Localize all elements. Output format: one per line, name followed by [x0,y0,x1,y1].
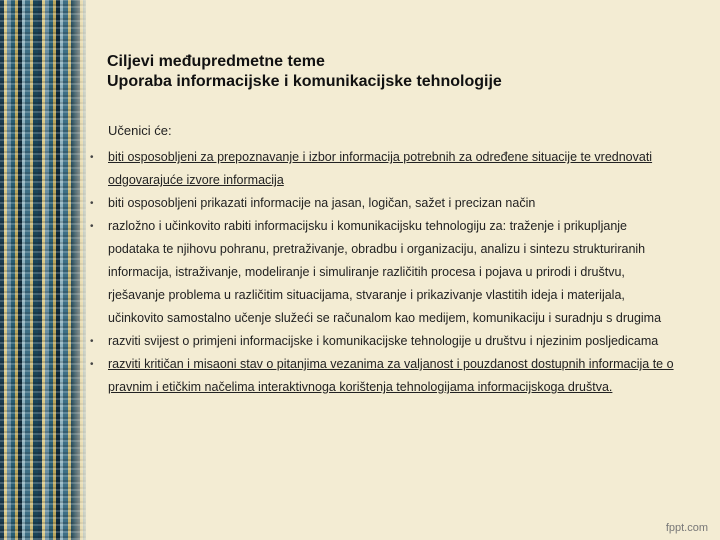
bullet-item [90,215,680,330]
title-line-1: Ciljevi međupredmetne teme [107,53,325,70]
bullet-item [90,330,680,353]
bullet-dot-icon: • [90,359,94,370]
intro-text: Učenici će: [108,123,172,138]
bullet-item [90,146,680,192]
bullet-text: razviti svijest o primjeni informacijske i komunikacijske tehnologije u društvu i njezinim posljedicama [108,334,659,348]
bullet-dot-icon: • [90,336,94,347]
bullet-list [90,146,680,399]
stripe-fade [70,0,90,540]
bullet-text: biti osposobljeni prikazati informacije na jasan, logičan, sažet i precizan način [108,196,536,210]
bullet-item [90,192,680,215]
bullet-text: biti osposobljeni za prepoznavanje i izbor informacija potrebnih za određene situacije te vrednovati odgovarajuće izvore informacija [108,150,653,187]
bullet-dot-icon: • [90,152,94,163]
footer-brand: fppt.com [665,522,708,534]
title-line-2: Uporaba informacijske i komunikacijske tehnologije [107,73,502,90]
bullet-dot-icon: • [90,221,94,232]
bullet-item [90,353,680,399]
slide-title [107,52,502,92]
bullet-text: razložno i učinkovito rabiti informacijsku i komunikacijsku tehnologiju za: traženje i prikupljanje podataka te njihovu pohranu, pretraživanje, obradbu i organizaciju, analizu i sintezu strukturiranih informacija, istraživanje, modeliranje i simuliranje različitih procesa i pojava u prirodi i društvu, rješavanje problema u različitim situacijama, stvaranje i prikazivanje vlastitih ideja i materijala, učinkovito samostalno učenje služeći se računalom kao medijem, komunikaciju i suradnju s drugima [108,219,662,325]
bullet-dot-icon: • [90,198,94,209]
bullet-text: razviti kritičan i misaoni stav o pitanjima vezanima za valjanost i pouzdanost dostupnih informacija te o pravnim i etičkim načelima interaktivnoga korištenja tehnologijama informacijskoga društva. [108,357,674,394]
